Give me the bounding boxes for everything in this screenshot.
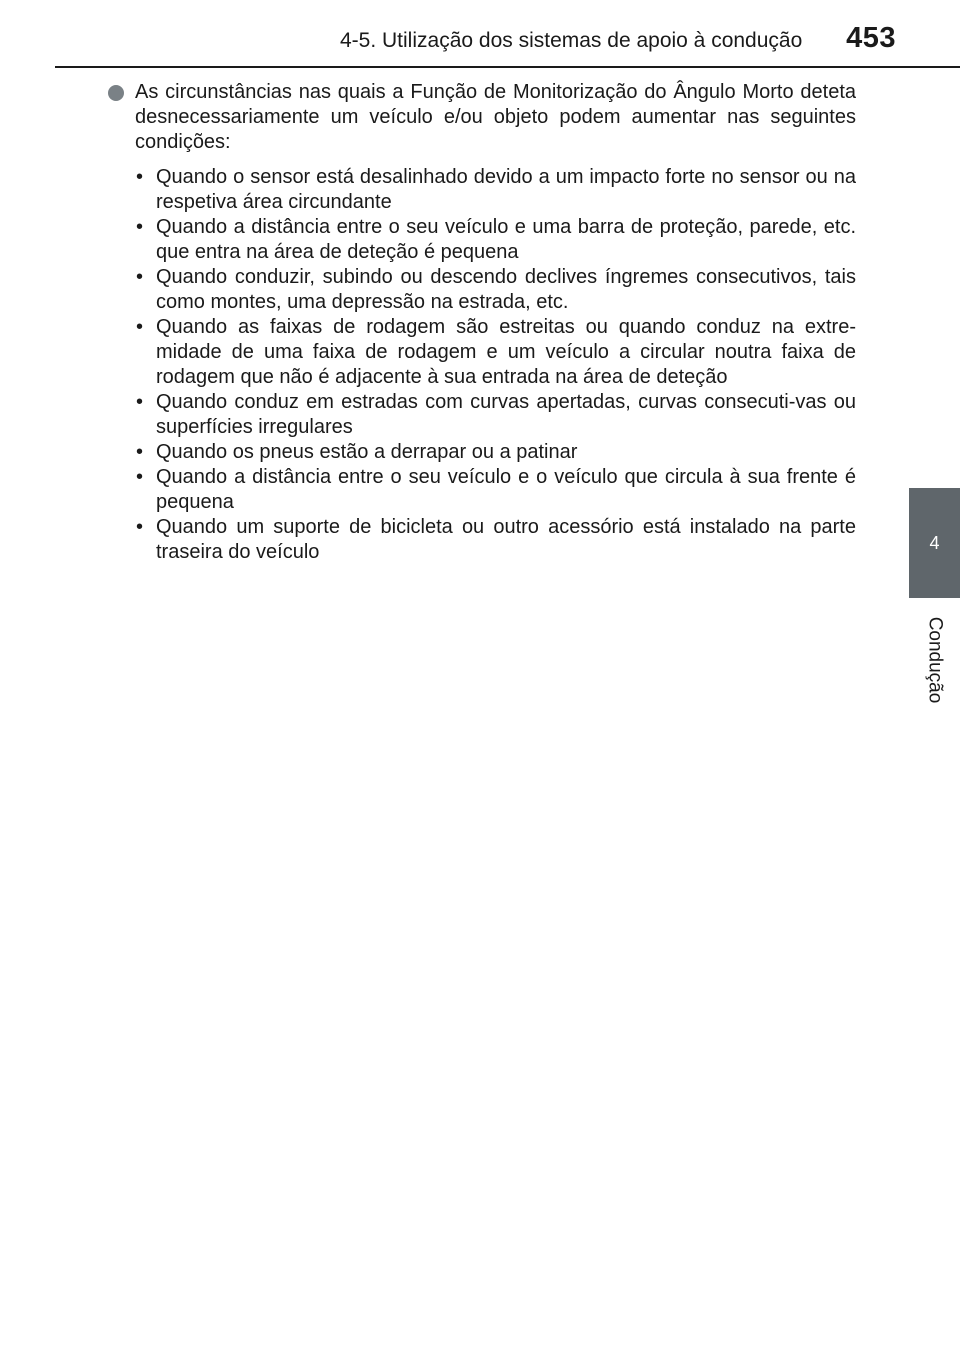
bullet-icon: • — [136, 166, 144, 188]
section-title: 4-5. Utilização dos sistemas de apoio à condução — [340, 29, 803, 52]
conditions-list — [108, 165, 856, 565]
chapter-number: 4 — [929, 532, 940, 553]
list-item — [108, 440, 856, 465]
page-number: 453 — [846, 22, 896, 54]
bullet-icon: • — [136, 391, 144, 413]
bullet-icon: • — [136, 466, 144, 488]
main-paragraph — [108, 80, 856, 155]
header-divider — [55, 66, 960, 68]
list-item — [108, 265, 856, 315]
list-item-text: Quando a distância entre o seu veículo e o veículo que circula à sua frente é pequena — [156, 466, 856, 513]
chapter-tab — [909, 488, 960, 598]
chapter-label-container — [909, 605, 960, 715]
bullet-icon: • — [136, 216, 144, 238]
list-item-text: Quando conduz em estradas com curvas apertadas, curvas consecuti-vas ou superfícies irregulares — [156, 391, 856, 438]
chapter-label: Condução — [924, 616, 946, 704]
bullet-icon: • — [136, 516, 144, 538]
circle-bullet-icon — [108, 85, 124, 101]
list-item — [108, 390, 856, 440]
list-item-text: Quando conduzir, subindo ou descendo declives íngremes consecutivos, tais como montes, uma depressão na estrada, etc. — [156, 266, 856, 313]
list-item — [108, 165, 856, 215]
list-item — [108, 465, 856, 515]
list-item-text: Quando os pneus estão a derrapar ou a patinar — [156, 441, 578, 463]
intro-text: As circunstâncias nas quais a Função de Monitorização do Ângulo Morto deteta desnecessariamente um veículo e/ou objeto podem aumentar nas seguintes condições: — [135, 81, 856, 153]
list-item — [108, 515, 856, 565]
list-item — [108, 215, 856, 265]
bullet-icon: • — [136, 316, 144, 338]
bullet-icon: • — [136, 266, 144, 288]
page-content — [108, 80, 856, 565]
list-item-text: Quando as faixas de rodagem são estreitas ou quando conduz na extre-midade de uma faixa de rodagem e um veículo a circular noutra faixa de rodagem que não é adjacente à sua entrada na área de deteção — [156, 316, 856, 388]
list-item-text: Quando o sensor está desalinhado devido a um impacto forte no sensor ou na respetiva área circundante — [156, 166, 856, 213]
list-item — [108, 315, 856, 390]
list-item-text: Quando a distância entre o seu veículo e uma barra de proteção, parede, etc. que entra na área de deteção é pequena — [156, 216, 856, 263]
list-item-text: Quando um suporte de bicicleta ou outro acessório está instalado na parte traseira do veículo — [156, 516, 856, 563]
bullet-icon: • — [136, 441, 144, 463]
